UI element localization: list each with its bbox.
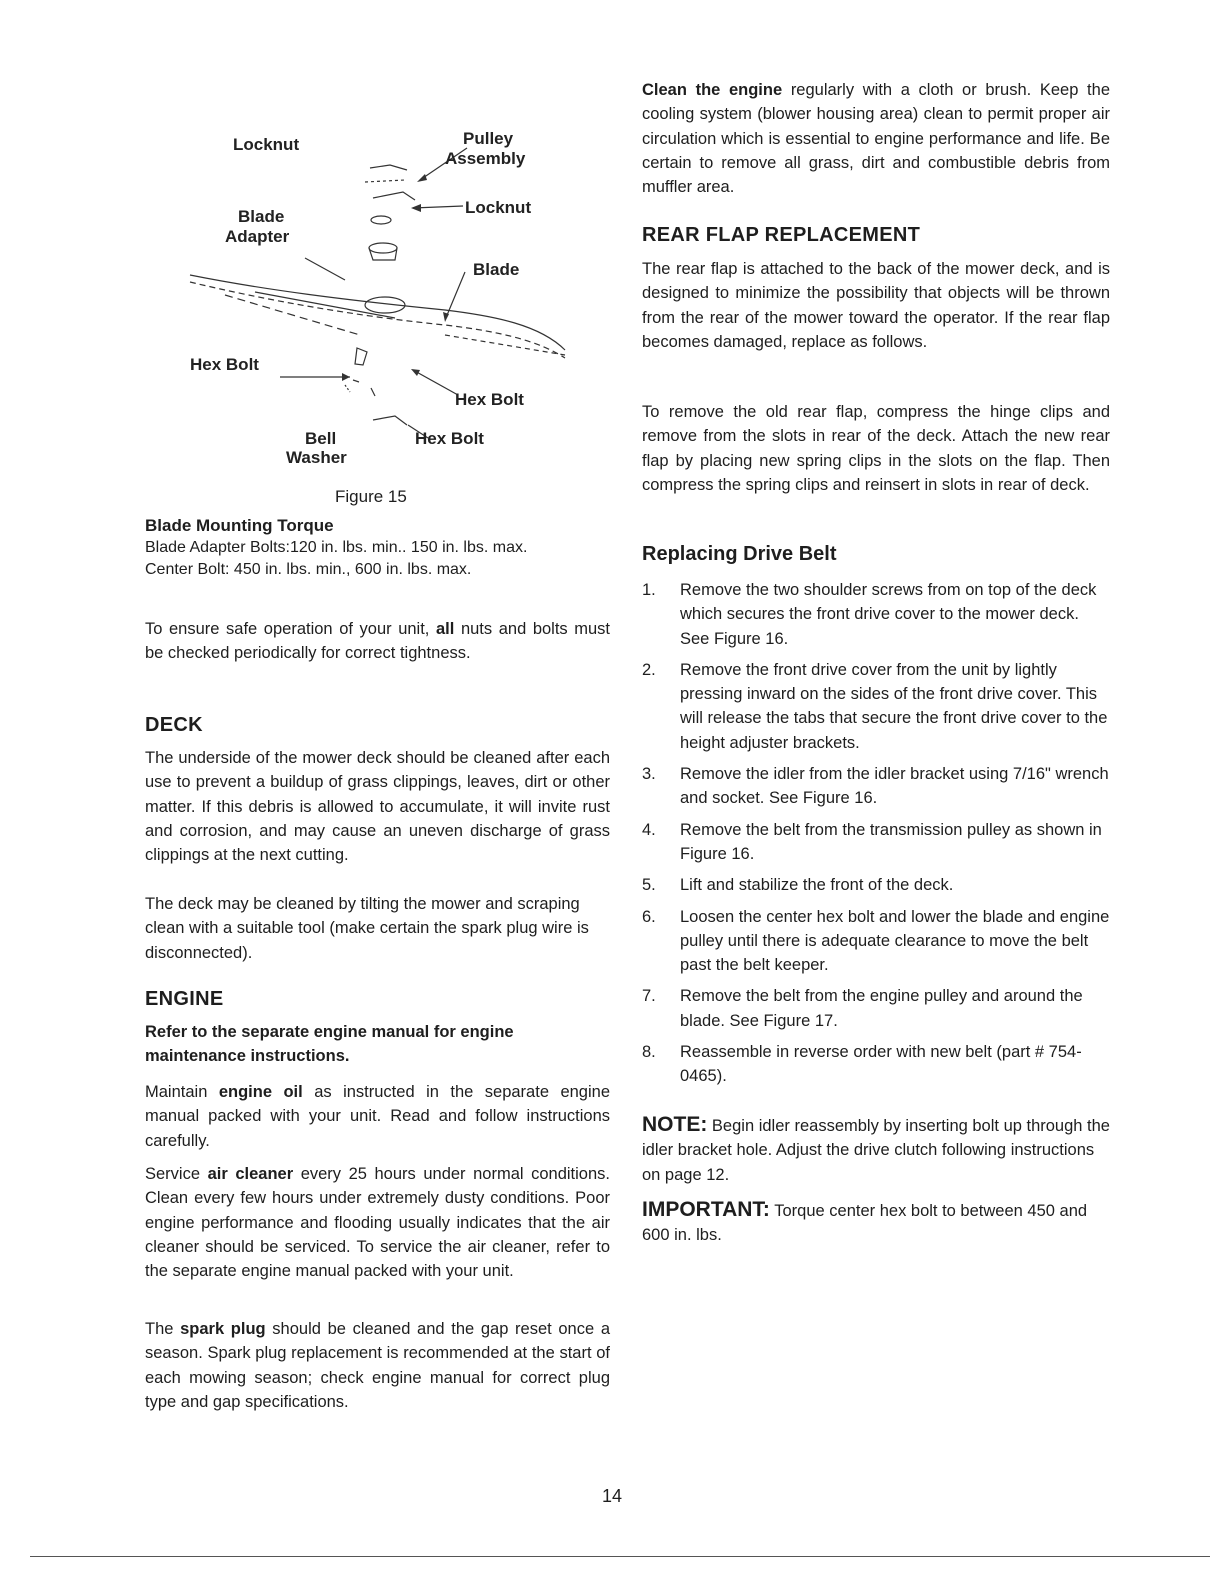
spark-plug-post: should be cleaned and the gap reset once a season. Spark plug replacement is recommended at the start of each mowing season; check engine manual for correct plug type and gap specifications. <box>145 1320 610 1411</box>
air-cleaner-paragraph <box>145 1162 610 1283</box>
rear-flap-paragraph-1: The rear flap is attached to the back of the mower deck, and is designed to minimize the possibility that objects will be thrown from the rear of the mower toward the operator. If the rear flap becomes damaged, replace as follows. <box>642 260 1110 351</box>
label-locknut-right: Locknut <box>465 198 532 217</box>
note-text: Begin idler reassembly by inserting bolt up through the idler bracket hole. Adjust the drive clutch following instructions on page 12. <box>642 1117 1110 1184</box>
rear-flap-heading: REAR FLAP REPLACEMENT <box>642 224 921 246</box>
engine-oil-post: as instructed in the separate engine manual packed with your unit. Read and follow instructions carefully. <box>145 1083 610 1150</box>
figure-15 <box>145 120 610 510</box>
figure-caption: Figure 15 <box>335 487 407 506</box>
step-text: Remove the idler from the idler bracket using 7/16" wrench and socket. See Figure 16. <box>680 765 1109 808</box>
engine-oil-pre: Maintain <box>145 1083 208 1101</box>
step-6 <box>642 905 1110 978</box>
step-number: 8. <box>642 1043 656 1062</box>
bottom-divider <box>30 1556 1210 1557</box>
deck-heading: DECK <box>145 714 203 736</box>
spark-plug-pre: The <box>145 1320 174 1338</box>
step-text: Remove the belt from the transmission pulley as shown in Figure 16. <box>680 820 1102 863</box>
step-text: Lift and stabilize the front of the deck. <box>680 876 954 895</box>
step-number: 6. <box>642 907 656 926</box>
step-2 <box>642 658 1110 755</box>
blade-mounting-torque <box>145 515 615 581</box>
step-8 <box>642 1040 1110 1089</box>
step-number: 1. <box>642 581 656 599</box>
step-number: 5. <box>642 876 656 895</box>
label-blade-adapter-1: Blade <box>238 207 285 226</box>
step-number: 7. <box>642 987 656 1006</box>
label-pulley-assembly-1: Pulley <box>463 129 514 148</box>
step-text: Loosen the center hex bolt and lower the blade and engine pulley until there is adequate clearance to move the belt past the belt keeper. <box>680 907 1110 975</box>
step-number: 3. <box>642 765 656 784</box>
page-number: 14 <box>601 1486 623 1506</box>
step-number: 2. <box>642 660 656 679</box>
label-blade: Blade <box>473 260 520 279</box>
deck-paragraph-1: The underside of the mower deck should be cleaned after each use to prevent a buildup of grass clippings, leaves, dirt or other matter. If this debris is allowed to accumulate, it will invite rust and corrosion, and may cause an uneven discharge of grass clippings at the next cutting. <box>145 749 610 865</box>
safe-operation-paragraph <box>145 617 610 666</box>
label-hex-bolt-bottom: Hex Bolt <box>415 429 484 448</box>
drive-belt-steps <box>642 578 1110 1096</box>
engine-oil-paragraph <box>145 1080 610 1153</box>
note-paragraph <box>642 1113 1110 1187</box>
air-cleaner-pre: Service <box>145 1165 201 1183</box>
deck-paragraph-2: The deck may be cleaned by tilting the mower and scraping clean with a suitable tool (make certain the spark plug wire is disconnected). <box>145 895 589 962</box>
clean-engine-bold: Clean the engine <box>642 81 783 99</box>
engine-lead: Refer to the separate engine manual for engine maintenance instructions. <box>145 1023 514 1065</box>
safe-operation-bold: all <box>436 620 455 638</box>
label-pulley-assembly-2: Assembly <box>445 149 526 168</box>
engine-oil-bold: engine oil <box>218 1083 303 1101</box>
spark-plug-bold: spark plug <box>180 1320 266 1338</box>
step-7 <box>642 984 1110 1033</box>
label-bell-washer-2: Washer <box>286 448 347 467</box>
air-cleaner-bold: air cleaner <box>207 1165 294 1183</box>
clean-engine-text: regularly with a cloth or brush. Keep the cooling system (blower housing area) clean to permit proper air circulation which is essential to engine performance and life. Be certain to remove all grass, dirt and combustible debris from muffler area. <box>642 81 1110 197</box>
air-cleaner-post: every 25 hours under normal conditions. Clean every few hours under extremely dusty conditions. Poor engine performance and flooding usually indicates that the air cleaner should be serviced. To service the air cleaner, refer to the separate engine manual packed with your unit. <box>145 1165 610 1281</box>
spark-plug-paragraph <box>145 1317 610 1414</box>
torque-line-2: Center Bolt: 450 in. lbs. min., 600 in. lbs. max. <box>145 561 472 578</box>
step-1 <box>642 578 1110 651</box>
note-lead: NOTE: <box>642 1113 708 1136</box>
important-paragraph <box>642 1198 1110 1248</box>
step-5 <box>642 873 1110 897</box>
torque-line-1: Blade Adapter Bolts:120 in. lbs. min.. 150 in. lbs. max. <box>145 539 528 556</box>
label-hex-bolt-left: Hex Bolt <box>190 355 259 374</box>
important-lead: IMPORTANT: <box>642 1198 770 1221</box>
label-bell-washer-1: Bell <box>305 429 337 448</box>
label-hex-bolt-right: Hex Bolt <box>455 390 524 409</box>
step-4 <box>642 818 1110 867</box>
drive-belt-heading: Replacing Drive Belt <box>642 543 837 565</box>
label-locknut-top: Locknut <box>233 135 300 154</box>
important-text: Torque center hex bolt to between 450 and 600 in. lbs. <box>642 1202 1088 1245</box>
step-text: Reassemble in reverse order with new belt (part # 754-0465). <box>680 1043 1082 1086</box>
engine-heading: ENGINE <box>145 988 224 1010</box>
safe-operation-post: nuts and bolts must be checked periodically for correct tightness. <box>145 620 611 663</box>
safe-operation-pre: To ensure safe operation of your unit, <box>145 620 430 638</box>
step-text: Remove the two shoulder screws from on top of the deck which secures the front drive cover to the mower deck. See Figure 16. <box>680 581 1097 648</box>
blade-assembly-diagram <box>145 120 610 465</box>
label-blade-adapter-2: Adapter <box>225 227 290 246</box>
rear-flap-paragraph-2: To remove the old rear flap, compress the hinge clips and remove from the slots in rear of the deck. Attach the new rear flap by placing new spring clips in the slots on the flap. Then compress the spring clips and reinsert in slots in rear of deck. <box>642 403 1110 494</box>
step-text: Remove the belt from the engine pulley and around the blade. See Figure 17. <box>680 987 1083 1030</box>
step-text: Remove the front drive cover from the unit by lightly pressing inward on the sides of the front drive cover. This will release the tabs that secure the front drive cover to the height adjuster brackets. <box>680 660 1108 752</box>
torque-heading: Blade Mounting Torque <box>145 516 334 535</box>
clean-engine-paragraph <box>642 78 1110 199</box>
step-number: 4. <box>642 820 656 839</box>
step-3 <box>642 762 1110 811</box>
